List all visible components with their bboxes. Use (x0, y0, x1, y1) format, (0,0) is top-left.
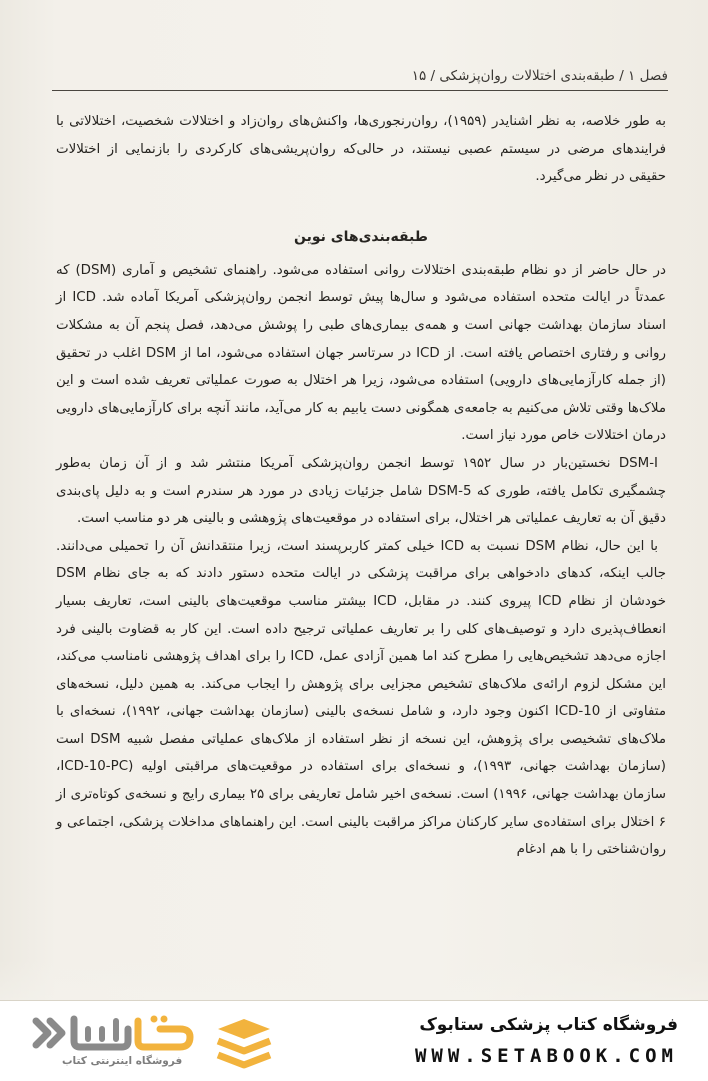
section-heading: طبقه‌بندی‌های نوین (294, 228, 428, 245)
header-rule (52, 90, 668, 91)
setabook-wordmark-icon (30, 1011, 210, 1055)
logo-caption: فروشگاه اینترنتی کتاب (62, 1055, 183, 1067)
store-name: فروشگاه کتاب پزشکی ستابوک (419, 1015, 678, 1035)
body-text (56, 108, 666, 864)
paragraph-3: با این حال، نظام DSM نسبت به ICD خیلی کمتر کاربرپسند است، زیرا منتقدانش آن را تحمیلی می‌دانند. جالب اینکه، کدهای دادخواهی برای مراقبت پزشکی در ایالت متحده دستور دادند که به جای نظام DSM خودشان از نظام ICD پیروی کنند. در مقابل، ICD بیشتر مناسب موقعیت‌های بالینی است، تعاریف بسیار انعطاف‌پذیری دارد و توصیف‌های کلی را بر تعاریف عملیاتی ترجیح داده است. این کار به قضاوت بالینی فرد اجازه می‌دهد تشخیص‌هایی را مطرح کند اما همین آزادی عمل، ICD را برای اهداف پژوهشی نامناسب می‌کند، این مشکل لزوم ارائه‌ی ملاک‌های تشخیص مجزایی برای پژوهش را ایجاب می‌کند. به همین دلیل، نسخه‌های متفاوتی از ICD-10 اکنون وجود دارد، و شامل نسخه‌ی بالینی (سازمان بهداشت جهانی، ۱۹۹۲)، نسخه‌ای با ملاک‌های تشخیصی برای پژوهش، این نسخه از نظر استفاده از ملاک‌های عملیاتی مفصل شبیه DSM است (سازمان بهداشت جهانی، ۱۹۹۳)، و نسخه‌ای برای استفاده در موقعیت‌های مراقبتی اولیه (ICD-10-PC، سازمان بهداشت جهانی، ۱۹۹۶) است. نسخه‌ی اخیر شامل تعاریفی برای ۲۵ بیماری رایج و نسخه‌ی کوتاه‌تری از ۶ اختلال برای استفاده‌ی سایر کارکنان مراکز مراقبت بالینی است. این راهنماهای مداخلات پزشکی، اجتماعی و روان‌شناختی را با هم ادغام (56, 538, 667, 858)
paragraph-2: DSM-I نخستین‌بار در سال ۱۹۵۲ توسط انجمن روان‌پزشکی آمریکا منتشر شد و از آن زمان به‌طور چشمگیری تکامل یافته، طوری که DSM-5 شامل جزئیات زیادی در مورد هر سندرم است و به دلیل پای‌بندی دقیق آن به تعاریف عملیاتی هر اختلال، برای استفاده در موقعیت‌های پژوهشی و بالینی هر دو مناسب است. (56, 455, 666, 527)
paragraph-1: در حال حاضر از دو نظام طبقه‌بندی اختلالات روانی استفاده می‌شود. راهنمای تشخیص و آماری (DSM) که عمدتاً در ایالت متحده استفاده می‌شود و سال‌ها پیش توسط انجمن روان‌پزشکی آمریکا آماده شد. ICD از اسناد سازمان بهداشت جهانی است و همه‌ی بیماری‌های طبی را پوشش می‌دهد، فصل پنجم آن به مشکلات روانی و رفتاری اختصاص یافته است. از ICD در سرتاسر جهان استفاده می‌شود، اما از DSM اغلب در تحقیق (از جمله کارآزمایی‌های دارویی) استفاده می‌شود، زیرا هر اختلال به صورت عملیاتی تعریف شده است و این ملاک‌ها وقتی تلاش می‌کنیم به جامعه‌ی همگونی دست یابیم به کار می‌آید، مانند آنچه برای کارآزمایی‌های دارویی درمان اختلالات خاص مورد نیاز است. (56, 262, 666, 444)
page-bottom-fade (0, 960, 708, 1000)
running-head: فصل ۱ / طبقه‌بندی اختلالات روان‌پزشکی / ۱۵ (411, 68, 668, 84)
store-footer-banner (0, 1000, 708, 1081)
setabook-logo[interactable] (18, 1009, 278, 1075)
store-url-link[interactable]: WWW.SETABOOK.COM (414, 1045, 678, 1067)
intro-paragraph: به طور خلاصه، به نظر اشنایدر (۱۹۵۹)، روان‌رنجوری‌ها، واکنش‌های روان‌زاد و اختلالات شخصیت، اختلالاتی با فرایندهای مرضی در سیستم عصبی نیستند، در حالی‌که روان‌پریشی‌های کارکردی را بازنمایی از اختلالات حقیقی در نظر می‌گیرد. (56, 114, 666, 185)
book-stack-icon (214, 1013, 274, 1071)
